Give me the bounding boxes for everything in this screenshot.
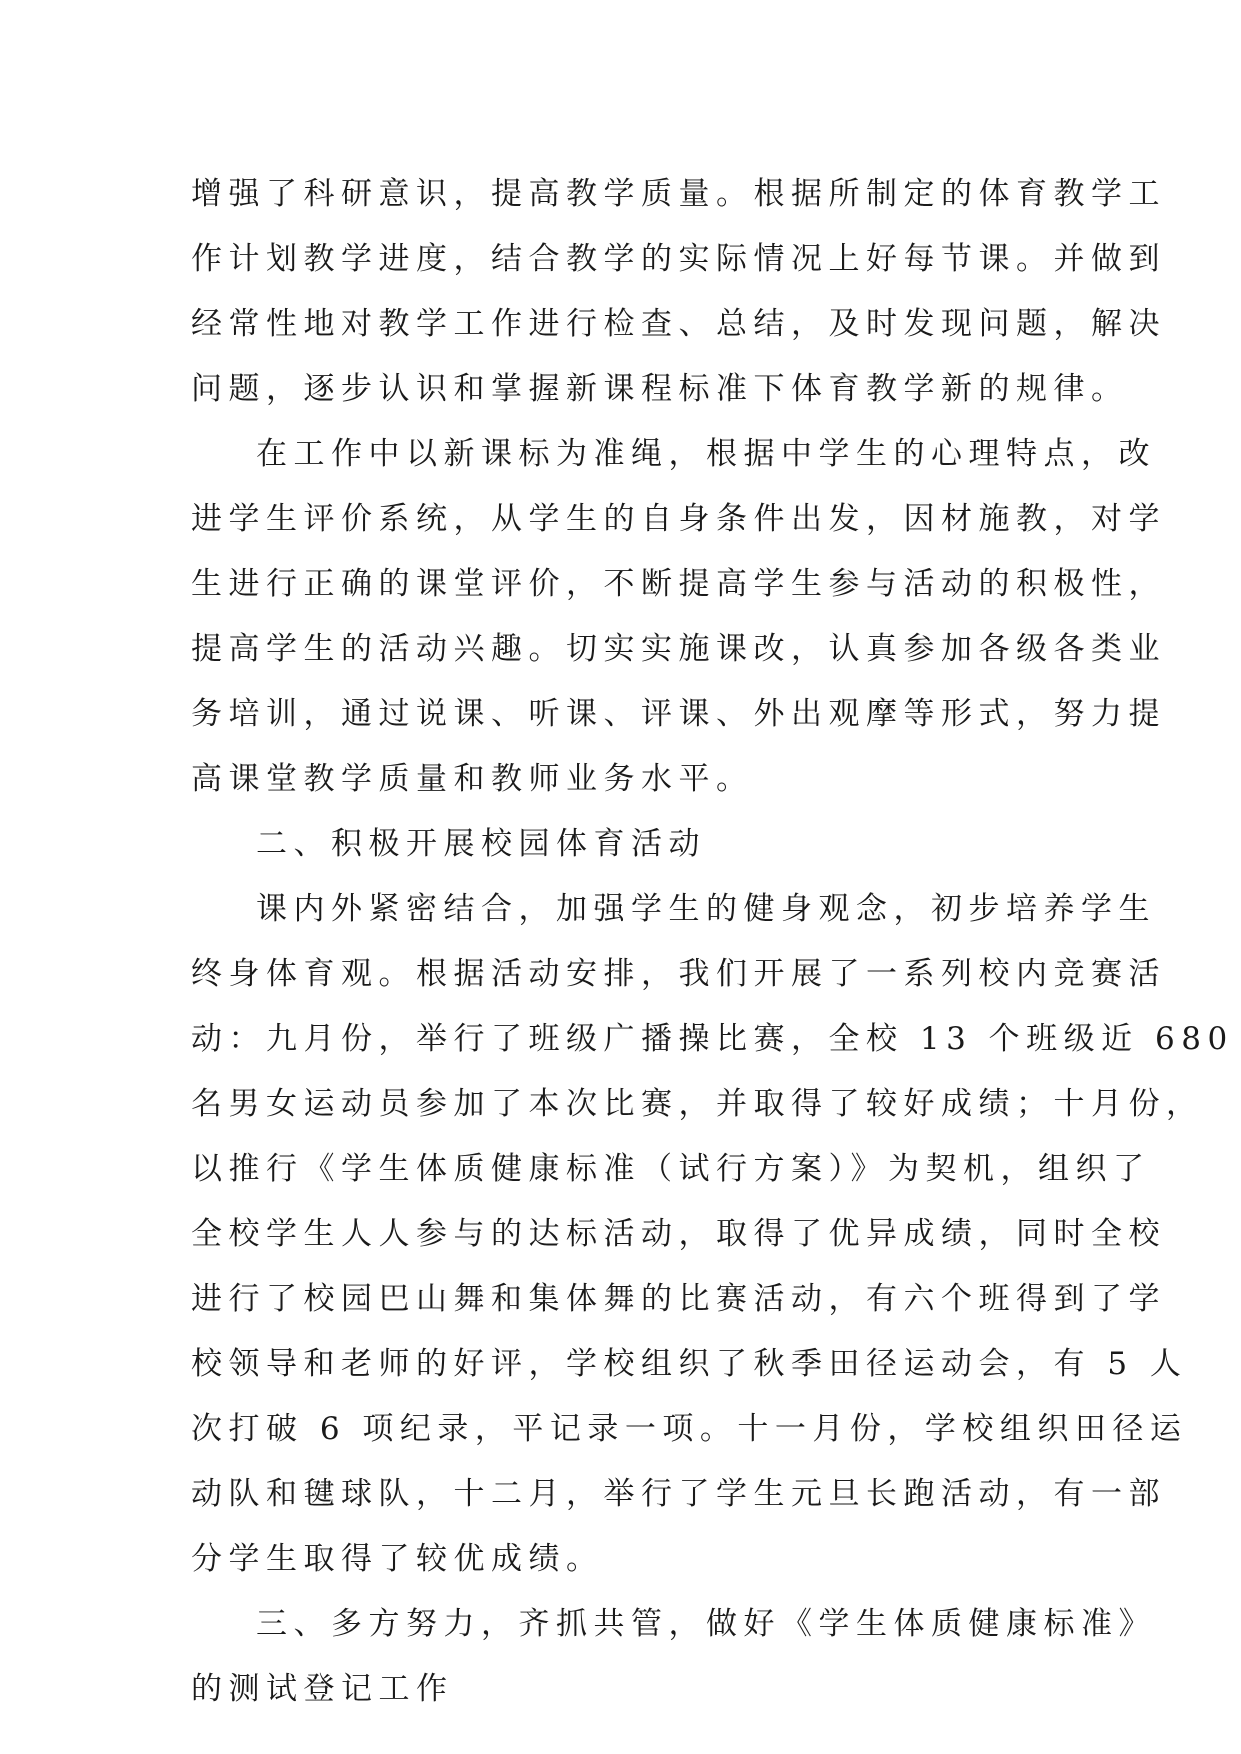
paragraph-line: 课内外紧密结合，加强学生的健身观念，初步培养学生 (256, 891, 1156, 927)
paragraph-line: 高课堂教学质量和教师业务水平。 (191, 761, 754, 797)
paragraph-line: 生进行正确的课堂评价，不断提高学生参与活动的积极性， (191, 566, 1166, 602)
section-heading: 二、积极开展校园体育活动 (256, 826, 706, 862)
paragraph-line: 名男女运动员参加了本次比赛，并取得了较好成绩；十月份， (191, 1086, 1204, 1122)
section-heading: 三、多方努力，齐抓共管，做好《学生体质健康标准》 (256, 1606, 1156, 1642)
paragraph-line: 校领导和老师的好评，学校组织了秋季田径运动会，有 5 人 (191, 1346, 1188, 1382)
paragraph-line: 务培训，通过说课、听课、评课、外出观摩等形式，努力提 (191, 696, 1166, 732)
paragraph-line: 终身体育观。根据活动安排，我们开展了一系列校内竞赛活 (191, 956, 1166, 992)
paragraph-line: 进行了校园巴山舞和集体舞的比赛活动，有六个班得到了学 (191, 1281, 1166, 1317)
document-body (191, 162, 1234, 1722)
paragraph-line: 全校学生人人参与的达标活动，取得了优异成绩，同时全校 (191, 1216, 1166, 1252)
paragraph-line: 动队和毽球队，十二月，举行了学生元旦长跑活动，有一部 (191, 1476, 1166, 1512)
paragraph-line: 增强了科研意识，提高教学质量。根据所制定的体育教学工 (191, 176, 1166, 212)
paragraph-line: 经常性地对教学工作进行检查、总结，及时发现问题，解决 (191, 306, 1166, 342)
paragraph-line: 进学生评价系统，从学生的自身条件出发，因材施教，对学 (191, 501, 1166, 537)
section-heading-continuation: 的测试登记工作 (191, 1671, 454, 1707)
paragraph-line: 问题，逐步认识和掌握新课程标准下体育教学新的规律。 (191, 371, 1129, 407)
paragraph-line: 动：九月份，举行了班级广播操比赛，全校 13 个班级近 680 (191, 1021, 1234, 1057)
paragraph-line: 次打破 6 项纪录，平记录一项。十一月份，学校组织田径运 (191, 1411, 1188, 1447)
paragraph-line: 作计划教学进度，结合教学的实际情况上好每节课。并做到 (191, 241, 1166, 277)
paragraph-line: 分学生取得了较优成绩。 (191, 1541, 604, 1577)
paragraph-line: 以推行《学生体质健康标准（试行方案）》为契机，组织了 (191, 1151, 1151, 1187)
paragraph-line: 在工作中以新课标为准绳，根据中学生的心理特点，改 (256, 436, 1156, 472)
paragraph-line: 提高学生的活动兴趣。切实实施课改，认真参加各级各类业 (191, 631, 1166, 667)
